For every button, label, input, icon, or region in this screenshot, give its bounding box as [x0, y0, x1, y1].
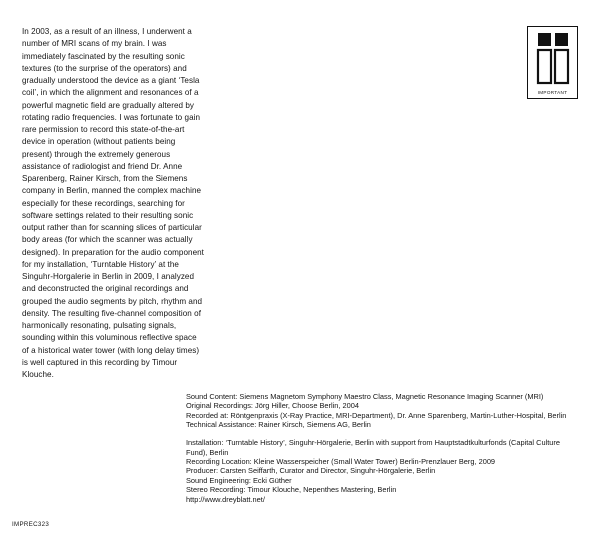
catalog-number: IMPREC323: [12, 521, 50, 528]
credits-block-recording: [186, 392, 582, 430]
important-stamp: [527, 26, 578, 99]
credit-line: Technical Assistance: Rainer Kirsch, Siemens AG, Berlin: [186, 420, 371, 430]
stamp-glyph-icon: [528, 31, 577, 85]
credit-line: Recording Location: Kleine Wasserspeicher (Small Water Tower) Berlin-Prenzlauer Berg, 2009: [186, 456, 496, 466]
credits-section: [186, 392, 582, 504]
credits-block-installation: [186, 438, 582, 504]
credit-line: Producer: Carsten Seiffarth, Curator and Director, Singuhr-Hörgalerie, Berlin: [186, 466, 436, 476]
credit-line: Stereo Recording: Timour Klouche, Nepenthes Mastering, Berlin: [186, 485, 397, 495]
website-url[interactable]: http://www.dreyblatt.net/: [186, 494, 265, 504]
stamp-label: IMPORTANT: [537, 90, 568, 95]
credit-line: Recorded at: Röntgenpraxis (X-Ray Practice, MRI-Department), Dr. Anne Sparenberg, Martin-Luther-Hospital, Berlin: [186, 410, 567, 420]
credit-line: Sound Content: Siemens Magnetom Symphony Maestro Class, Magnetic Resonance Imaging Scanner (MRI): [186, 392, 544, 401]
credit-line: Installation: ‘Turntable History’, Singuhr-Hörgalerie, Berlin with support from Hauptstadtkulturfonds (Capital Culture Fund), Berlin: [186, 438, 560, 457]
essay-text: [22, 26, 204, 381]
credit-line: Original Recordings: Jörg Hiller, Choose Berlin, 2004: [186, 401, 359, 411]
credit-line: Sound Engineering: Ecki Güther: [186, 475, 292, 485]
essay-paragraph: In 2003, as a result of an illness, I underwent a number of MRI scans of my brain. I was immediately fascinated by the resulting sonic textures (to the surprise of the operators) and gradually understood the device as a giant ‘Tesla coil’, in which the alignment and resonances of a powerful magnetic field are gradually altered by rotating radio frequencies. I was fortunate to gain rare permission to record this state-of-the-art device in operation (without patients being present) through the extremely generous assistance of radiologist and friend Dr. Anne Sparenberg, Rainer Kirsch, from the Siemens company in Berlin, manned the complex machine especially for these recordings, searching for software settings related to their resulting sonic output rather than for scanning slices of particular body areas (for which the scanner was actually designed). In preparation for the audio component for my installation, ‘Turntable History’ at the Singuhr-Horgalerie in Berlin in 2009, I analyzed and deconstructed the original recordings and grouped the audio segments by pitch, rhythm and density. The resulting five-channel composition of harmonically resonating, pulsating signals, sounding within this voluminous reflective space of a historical water tower (with long delay times) is well captured in this recording by Timour Klouche.: [22, 27, 204, 379]
